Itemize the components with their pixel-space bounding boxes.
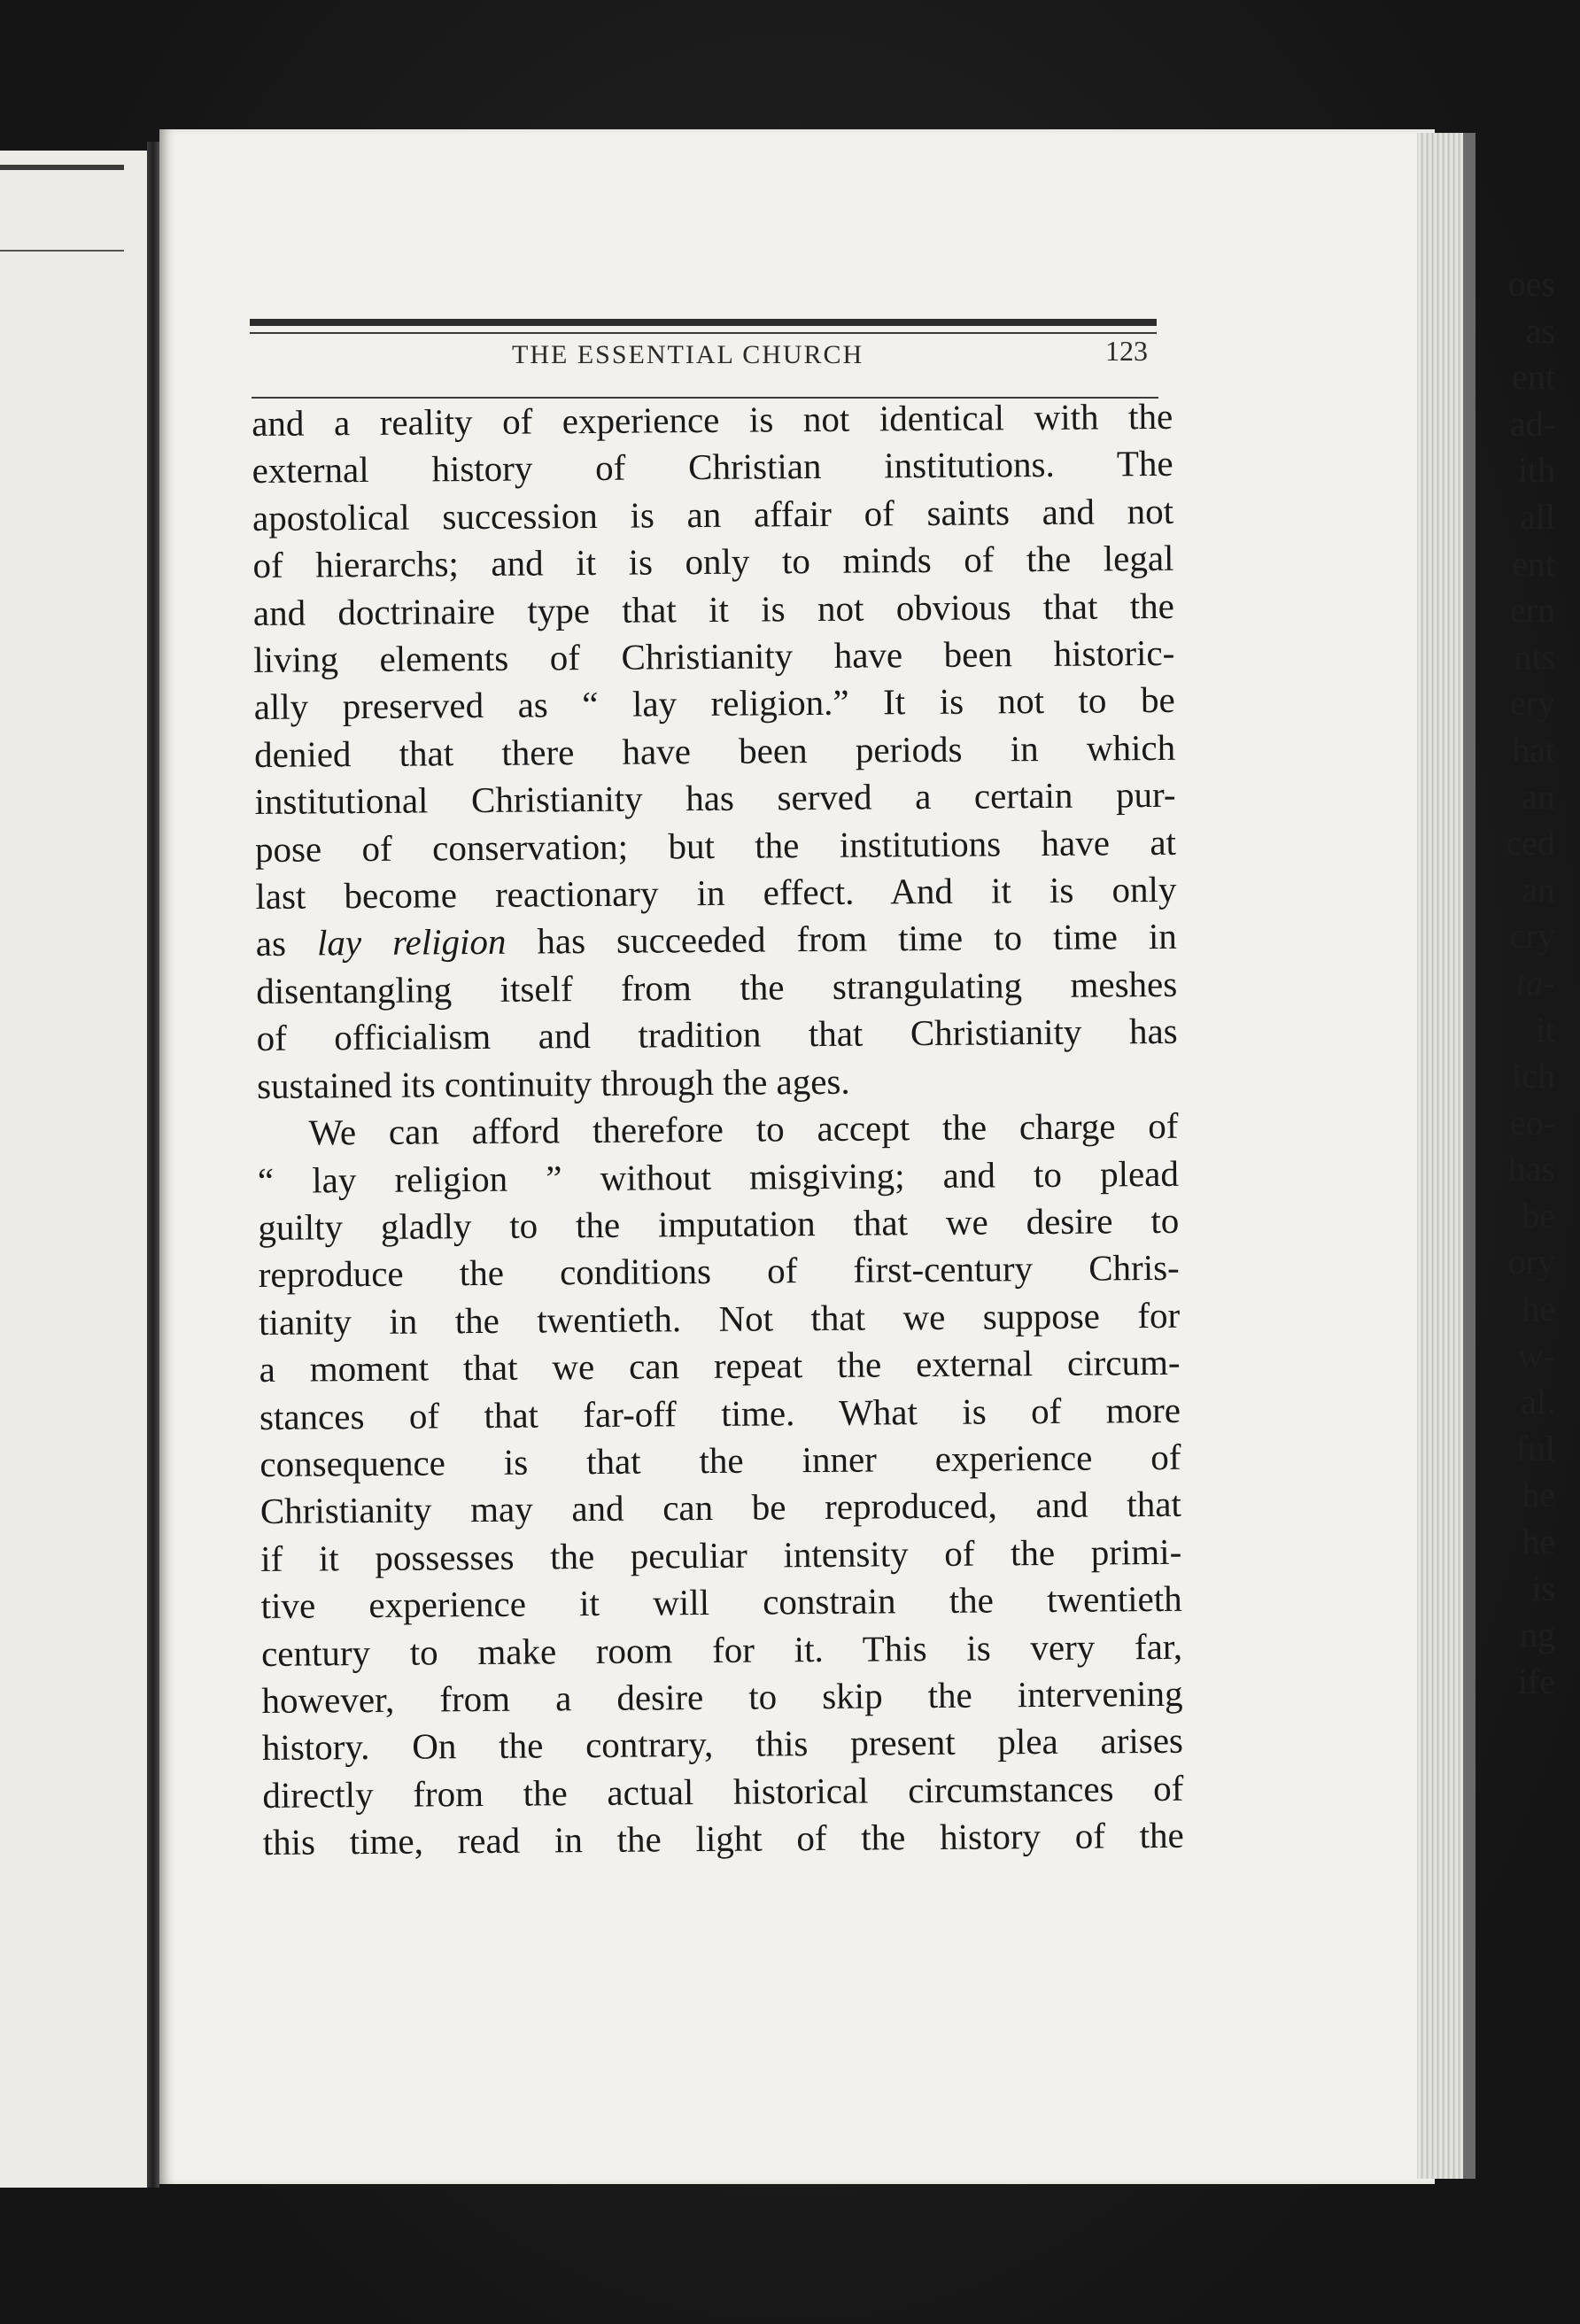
text-segment: has succeeded from time to time in	[506, 916, 1177, 963]
text-line: and doctrinaire type that it is not obvious that the	[252, 585, 1175, 633]
text-line: sustained its continuity through the ages.	[256, 1060, 850, 1106]
text-line: living elements of Christianity have been historic-	[253, 631, 1175, 681]
text-line: of officialism and tradition that Christianity has	[256, 1011, 1178, 1059]
left-fragment: is	[1531, 1568, 1555, 1608]
left-fragment: has	[1507, 1149, 1555, 1189]
text-line: and a reality of experience is not identical with the	[252, 395, 1173, 444]
left-fragment: ta-	[1515, 962, 1555, 1003]
left-fragment: he	[1522, 1522, 1555, 1562]
left-fragment: he	[1522, 1475, 1555, 1515]
left-fragment: ng	[1520, 1615, 1555, 1655]
text-line: denied that there have been periods in which	[253, 726, 1176, 775]
left-fragment: ife	[1517, 1661, 1555, 1701]
text-line: if it possesses the peculiar intensity of the primi-	[260, 1530, 1182, 1579]
left-page-rule	[0, 165, 124, 170]
text-line: external history of Christian institutions. The	[252, 443, 1173, 492]
left-fragment: oes	[1507, 264, 1555, 304]
left-fragment: ern	[1509, 590, 1555, 631]
left-fragment: an	[1522, 869, 1555, 910]
page-edges	[1417, 133, 1465, 2179]
left-fragment: al.	[1521, 1382, 1555, 1422]
left-fragment: ory	[1507, 1242, 1555, 1282]
left-fragment: as	[1525, 310, 1555, 351]
text-line: ally preserved as “ lay religion.” It is not to be	[253, 679, 1175, 728]
left-fragment: an	[1522, 776, 1555, 817]
left-fragment: hat	[1512, 729, 1555, 770]
text-line: this time, read in the light of the history of the	[262, 1814, 1184, 1863]
italic-phrase: lay religion	[316, 921, 507, 964]
left-fragment: nts	[1514, 636, 1555, 677]
left-fragment: eo-	[1509, 1102, 1555, 1143]
header-rule-thick	[250, 319, 1157, 326]
text-line: consequence is that the inner experience of	[259, 1436, 1181, 1484]
left-fragment: ad-	[1509, 403, 1555, 444]
left-fragment: w-	[1517, 1335, 1555, 1375]
left-fragment: ith	[1517, 450, 1555, 491]
left-fragment: ced	[1506, 823, 1555, 864]
text-line: tive experience it will constrain the twentieth	[260, 1577, 1182, 1627]
text-line: “ lay religion ” without misgiving; and to plead	[257, 1152, 1180, 1201]
left-fragment: all	[1520, 496, 1555, 537]
left-page	[0, 151, 149, 2188]
text-line: institutional Christianity has served a certain pur-	[254, 774, 1176, 823]
left-fragment: ful	[1515, 1428, 1555, 1468]
left-fragment: he	[1522, 1289, 1555, 1329]
page-number: 123	[1105, 335, 1148, 367]
text-line: disentangling itself from the strangulating meshes	[256, 963, 1178, 1011]
text-line: directly from the actual historical circumstances of	[262, 1767, 1184, 1816]
text-line: apostolical succession is an affair of saints and not	[252, 490, 1174, 538]
left-page-rule-thin	[0, 250, 124, 252]
running-head: THE ESSENTIAL CHURCH	[512, 340, 864, 369]
text-line: pose of conservation; but the institutions have at	[254, 821, 1177, 870]
left-fragment: ent	[1512, 543, 1555, 584]
left-fragment: cry	[1509, 916, 1555, 957]
left-fragment: ich	[1512, 1056, 1555, 1096]
text-line: century to make room for it. This is very far,	[260, 1625, 1183, 1674]
text-line: tianity in the twentieth. Not that we suppose for	[258, 1294, 1181, 1343]
book-cover-edge	[1463, 133, 1475, 2179]
text-line-with-italic	[256, 913, 1177, 968]
left-fragment: ent	[1512, 357, 1555, 398]
text-line-indented: We can afford therefore to accept the charge of	[308, 1104, 1179, 1153]
text-line: history. On the contrary, this present plea arises	[261, 1720, 1184, 1769]
left-fragment: ery	[1509, 683, 1555, 724]
book-gutter	[147, 142, 159, 2188]
body-text	[252, 393, 1184, 1867]
header-rule-thin	[250, 332, 1157, 334]
text-line: reproduce the conditions of first-century Chris-	[258, 1247, 1180, 1296]
text-line: of hierarchs; and it is only to minds of the legal	[252, 538, 1174, 586]
text-segment: as	[255, 922, 318, 964]
text-line: however, from a desire to skip the intervening	[261, 1672, 1183, 1721]
text-line: a moment that we can repeat the external circum-	[259, 1341, 1181, 1391]
text-line: guilty gladly to the imputation that we desire to	[258, 1199, 1180, 1248]
text-line: stances of that far-off time. What is of more	[259, 1389, 1181, 1437]
text-line: Christianity may and can be reproduced, and that	[259, 1483, 1181, 1532]
left-fragment: it	[1535, 1009, 1555, 1050]
left-fragment: be	[1522, 1195, 1555, 1236]
text-line: last become reactionary in effect. And it is only	[255, 868, 1177, 918]
